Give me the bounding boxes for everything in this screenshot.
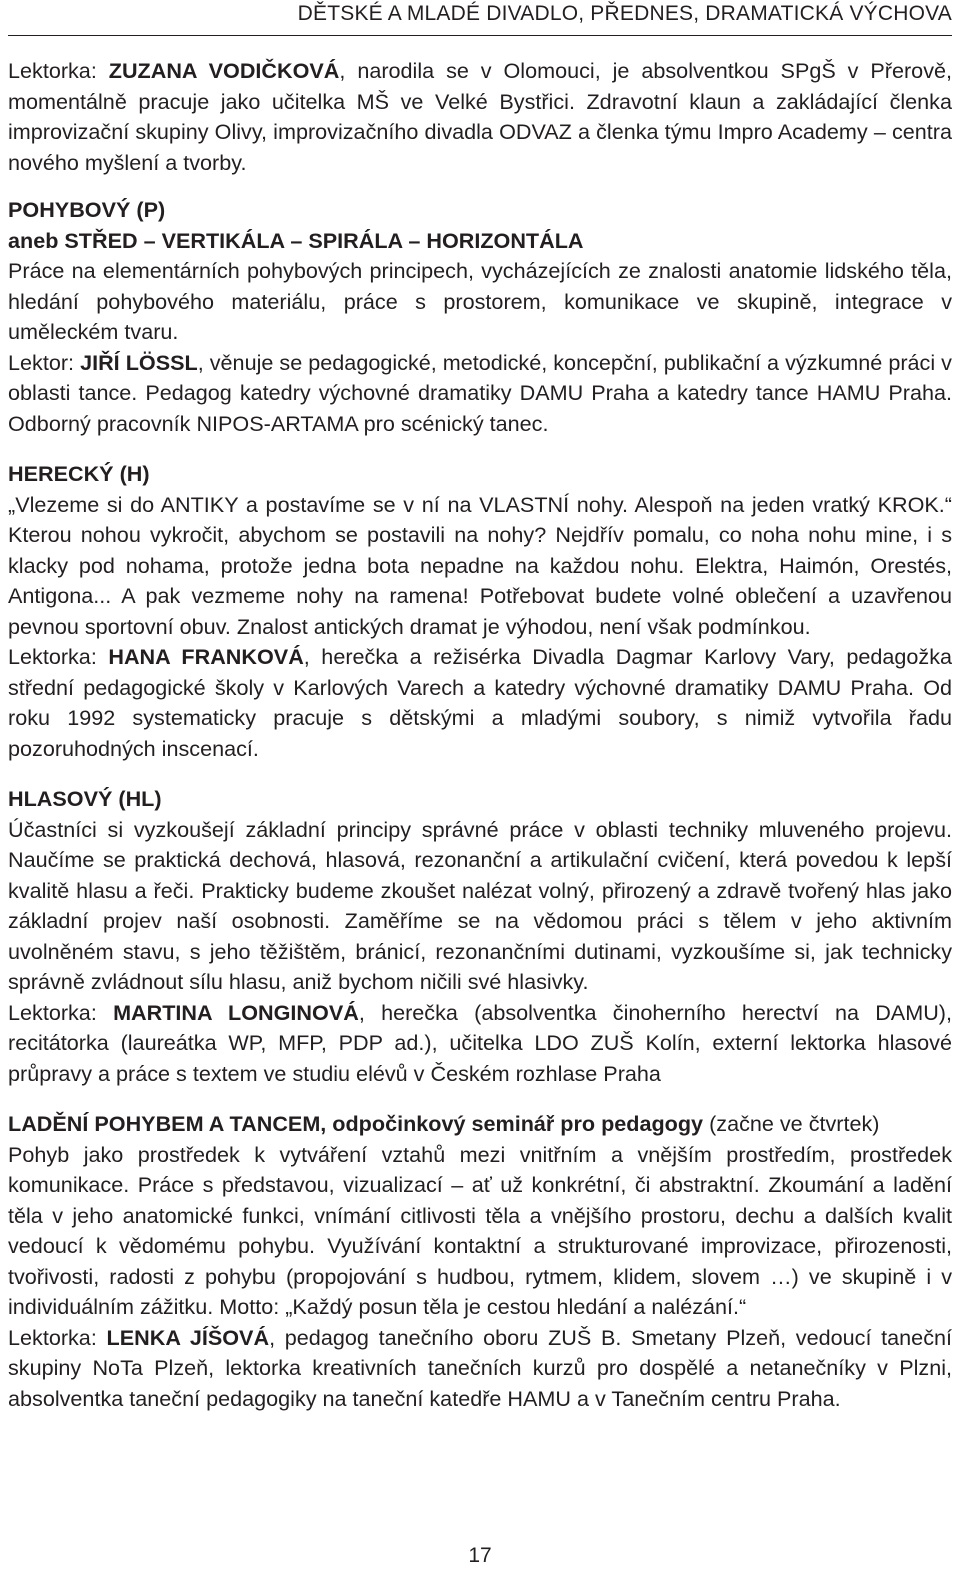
lector-name: JIŘÍ LÖSSL: [80, 349, 198, 375]
pohybovy-lector-paragraph: Lektor: JIŘÍ LÖSSL, věnuje se pedagogické, metodické, koncepční, publikační a výzkumné práci v oblasti tance. Pedagog katedry výchovné dramatiky DAMU Praha a katedry tance HAMU Praha. Odborný pracovník NIPOS-ARTAMA pro scénický tanec.: [8, 349, 952, 436]
intro-lector-paragraph: Lektorka: ZUZANA VODIČKOVÁ, narodila se v Olomouci, je absolventkou SPgŠ v Přerově, momentálně pracuje jako učitelka MŠ ve Velké Bystřici. Zdravotní klaun a zakládající členka improvizační skupiny Olivy, improvizačního divadla ODVAZ a členka týmu Impro Academy – centra nového myšlení a tvorby.: [8, 58, 952, 175]
section-title-herecky: HERECKÝ (H): [8, 461, 150, 486]
herecky-lector-paragraph: Lektorka: HANA FRANKOVÁ, herečka a režisérka Divadla Dagmar Karlovy Vary, pedagožka střední pedagogické školy v Karlových Varech a katedry výchovné dramatiky DAMU Praha. Od roku 1992 systematicky pracuje s dětskými a mladými soubory, s nimiž vytvořila řadu pozoruhodných inscenací.: [8, 644, 952, 761]
ladeni-lector-paragraph: Lektorka: LENKA JÍŠOVÁ, pedagog tanečního oboru ZUŠ B. Smetany Plzeň, vedoucí taneční skupiny NoTa Plzeň, lektorka kreativních tanečních kurzů pro dospělé a netanečníky v Plzni, absolventka taneční pedagogiky na taneční katedře HAMU a v Tanečním centru Praha.: [8, 1324, 952, 1411]
page-number: 17: [468, 1544, 492, 1567]
section-title-pohybovy: POHYBOVÝ (P): [8, 197, 166, 222]
section-body-hlasovy: Účastníci si vyzkoušejí základní principy správné práce v oblasti techniky mluveného projevu. Naučíme se praktická dechová, hlasová, rezonanční a artikulační cvičení, která povedou k lepší kvalitě hlasu a řeči. Prakticky budeme zkoušet nalézat volný, přirozený a zdravě tvořený hlas jako základní projev naší osobnosti. Zaměříme se na vědomou práci s tělem v jeho aktivním uvolněném stavu, s jeho těžištěm, bránicí, rezonančními dutinami, vyzkoušíme si, jak technicky správně zvládnout sílu hlasu, aniž bychom ničili své hlasivky.: [8, 816, 952, 994]
lector-name: ZUZANA VODIČKOVÁ: [108, 58, 340, 83]
lector-name: MARTINA LONGINOVÁ: [113, 999, 359, 1025]
section-subtitle-pohybovy: aneb STŘED – VERTIKÁLA – SPIRÁLA – HORIZONTÁLA: [8, 227, 584, 253]
section-body-herecky: „Vlezeme si do ANTIKY a postavíme se v ní na VLASTNÍ nohy. Alespoň na jeden vratký KROK.“ Kterou nohou vykročit, abychom se postavili na nohy? Nejdřív pomalu, co noha nohu mine, i s klacky pod nohama, protože jedna bota nepadne na každou nohu. Elektra, Haimón, Orestés, Antigona... A pak vezmeme nohy na ramena! Potřebovat budete volné oblečení a uzavřenou pevnou sportovní obuv. Znalost antických dramat je výhodou, není však podmínkou.: [8, 491, 952, 639]
lector-name: HANA FRANKOVÁ: [108, 644, 304, 669]
lector-name: LENKA JÍŠOVÁ: [106, 1324, 270, 1350]
header-rule: [8, 35, 952, 36]
section-body-ladeni: Pohyb jako prostředek k vytváření vztahů mezi vnitřním a vnějším prostředím, prostředek komunikace. Práce s představou, vizualizací – ať už konkrétní, či abstraktní. Zkoumání a ladění těla v jeho anatomické funkci, vnímání citlivosti těla a vnějšího prostoru, dechu a dalších kvalit vedoucí k vědomému pohybu. Využívání kontaktní a strukturované improvizace, přirozenosti, tvořivosti, radosti z pohybu (propojování s hudbou, rytmem, klidem, slovem …) ve skupině i v individuálním zážitku. Motto: „Každý posun těla je cestou hledání a nalézání.“: [8, 1141, 952, 1319]
section-title-hlasovy: HLASOVÝ (HL): [8, 786, 162, 811]
page-content: [8, 56, 952, 1414]
running-header: DĚTSKÉ A MLADÉ DIVADLO, PŘEDNES, DRAMATICKÁ VÝCHOVA: [297, 2, 952, 25]
section-title-ladeni: LADĚNÍ POHYBEM A TANCEM, odpočinkový seminář pro pedagogy (začne ve čtvrtek): [8, 1111, 880, 1136]
section-body-pohybovy: Práce na elementárních pohybových principech, vycházejících ze znalosti anatomie lidského těla, hledání pohybového materiálu, práce s prostorem, komunikace ve skupině, integrace v uměleckém tvaru.: [8, 258, 952, 344]
hlasovy-lector-paragraph: Lektorka: MARTINA LONGINOVÁ, herečka (absolventka činoherního herectví na DAMU), recitátorka (laureátka WP, MFP, PDP ad.), učitelka LDO ZUŠ Kolín, externí lektorka hlasové průpravy a práce s textem ve studiu elévů v Českém rozhlase Praha: [8, 999, 952, 1086]
